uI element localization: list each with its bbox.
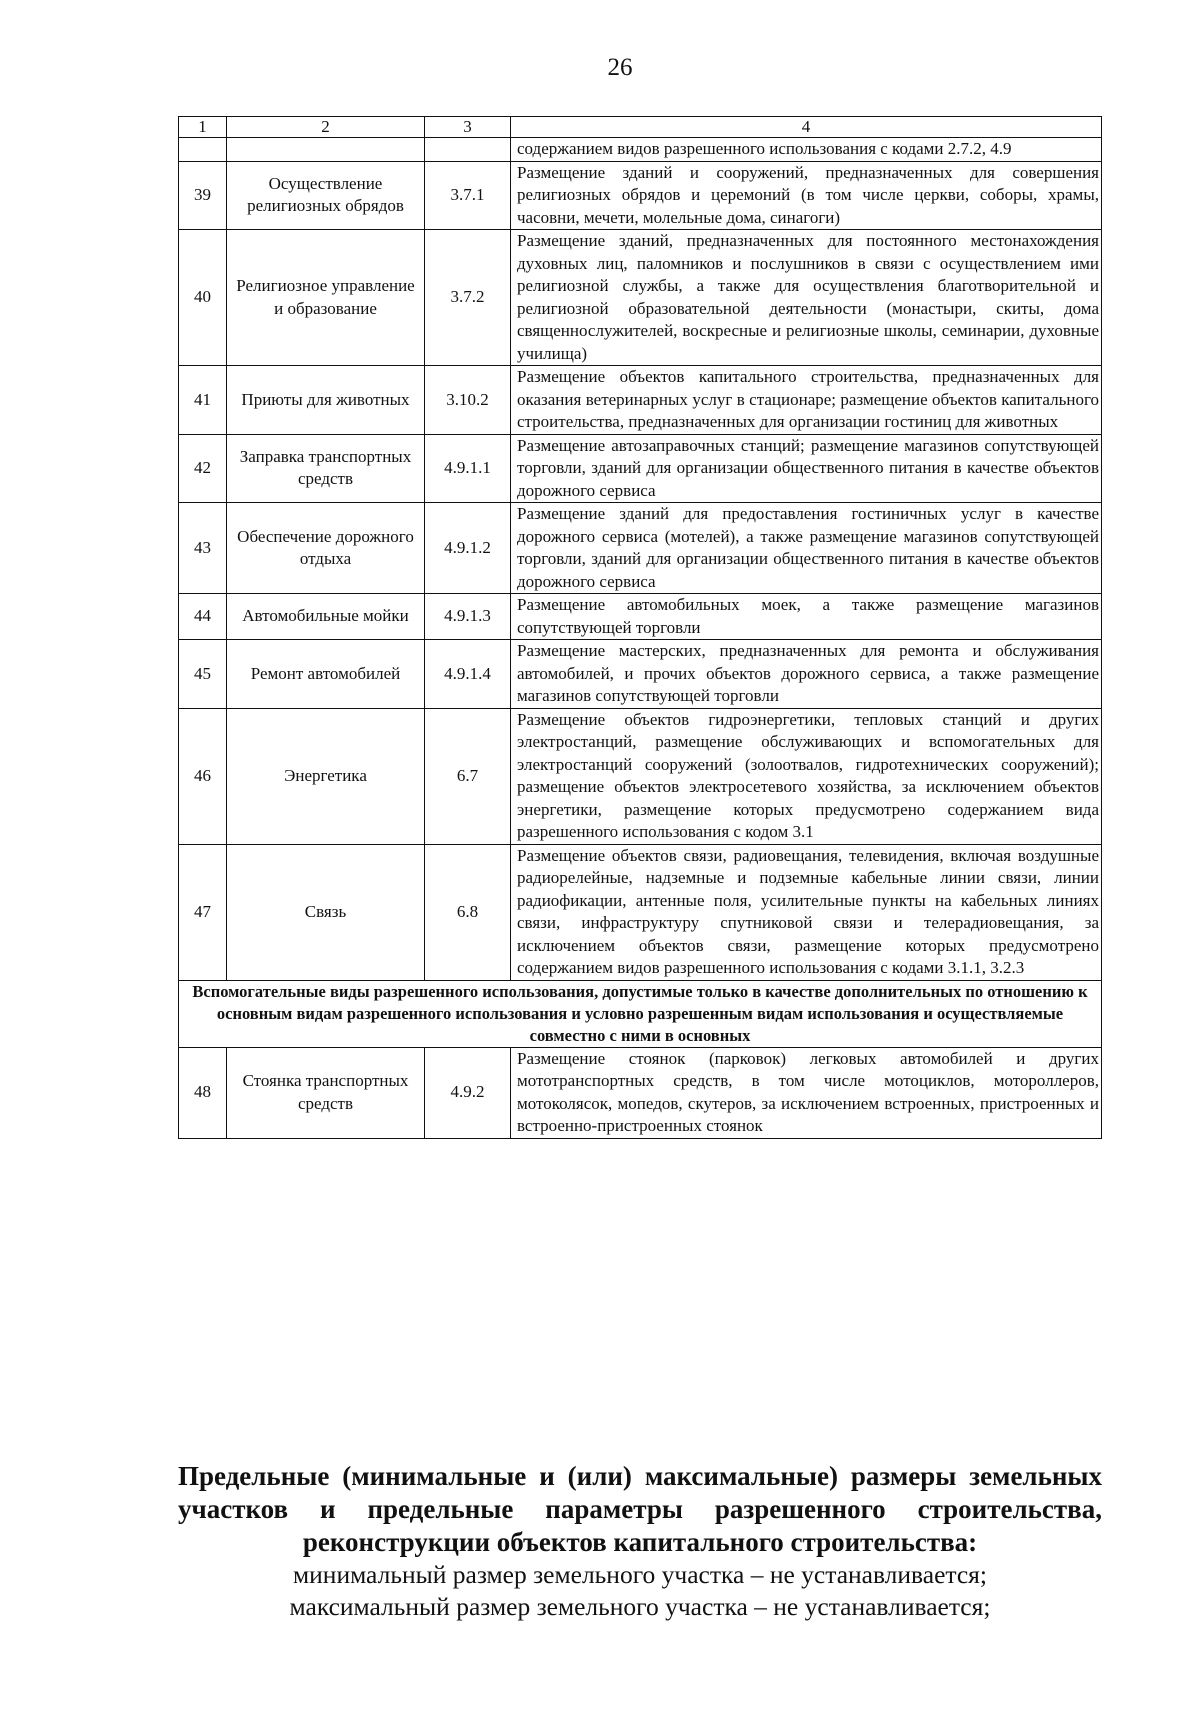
column-header: 2	[227, 117, 425, 138]
table-row	[179, 1047, 1102, 1138]
use-code-cell: 3.7.2	[425, 230, 511, 366]
use-name-cell: Стоянка транспортных средств	[227, 1047, 425, 1138]
use-code-cell: 4.9.1.4	[425, 640, 511, 709]
min-size-line: минимальный размер земельного участка – не устанавливается;	[293, 1560, 987, 1589]
use-name-cell: Заправка транспортных средств	[227, 434, 425, 503]
description-cell: Размещение автомобильных моек, а также размещение магазинов сопутствующей торговли	[511, 594, 1102, 640]
use-code-cell: 6.8	[425, 844, 511, 980]
table-body-auxiliary	[179, 1047, 1102, 1138]
description-cell: Размещение автозаправочных станций; размещение магазинов сопутствующей торговли, зданий для организации общественного питания в качестве объектов дорожного сервиса	[511, 434, 1102, 503]
table-row-continuation	[179, 138, 1102, 162]
row-number-cell: 47	[179, 844, 227, 980]
table-header-row	[179, 117, 1102, 138]
use-name-cell: Осуществление религиозных обрядов	[227, 161, 425, 230]
description-cell: Размещение мастерских, предназначенных для ремонта и обслуживания автомобилей, и прочих объектов дорожного сервиса, а также размещение магазинов сопутствующей торговли	[511, 640, 1102, 709]
row-number-cell: 40	[179, 230, 227, 366]
use-code-cell: 4.9.1.1	[425, 434, 511, 503]
table-row	[179, 594, 1102, 640]
max-size-line: максимальный размер земельного участка – не устанавливается;	[289, 1592, 991, 1621]
description-cell: Размещение стоянок (парковок) легковых автомобилей и других мототранспортных средств, в том числе мотоциклов, мотороллеров, мотоколясок, мопедов, скутеров, за исключением встроенных, пристроенных и встроенно-пристроенных стоянок	[511, 1047, 1102, 1138]
use-code-cell: 4.9.1.3	[425, 594, 511, 640]
table-row	[179, 161, 1102, 230]
use-name-cell: Автомобильные мойки	[227, 594, 425, 640]
use-code-cell: 4.9.2	[425, 1047, 511, 1138]
description-cell: содержанием видов разрешенного использования с кодами 2.7.2, 4.9	[511, 138, 1102, 162]
use-name-cell: Связь	[227, 844, 425, 980]
column-header: 1	[179, 117, 227, 138]
section-heading-row	[179, 980, 1102, 1047]
row-number-cell: 42	[179, 434, 227, 503]
use-code-cell: 3.10.2	[425, 366, 511, 435]
table-row	[179, 434, 1102, 503]
section-heading: Вспомогательные виды разрешенного использования, допустимые только в качестве дополнительных по отношению к основным видам разрешенного использования и условно разрешенным видам использования и осуществляемые совместно с ними в основных	[179, 980, 1102, 1047]
use-code-cell: 6.7	[425, 708, 511, 844]
column-header: 4	[511, 117, 1102, 138]
table-row	[179, 640, 1102, 709]
table-row	[179, 844, 1102, 980]
table-row	[179, 503, 1102, 594]
row-number-cell: 48	[179, 1047, 227, 1138]
row-number-cell: 39	[179, 161, 227, 230]
row-number-cell: 45	[179, 640, 227, 709]
description-cell: Размещение объектов капитального строительства, предназначенных для оказания ветеринарных услуг в стационаре; размещение объектов капитального строительства, предназначенных для организации гостиниц для животных	[511, 366, 1102, 435]
use-name-cell: Религиозное управление и образование	[227, 230, 425, 366]
use-name-cell: Ремонт автомобилей	[227, 640, 425, 709]
use-name-cell: Энергетика	[227, 708, 425, 844]
table-row	[179, 366, 1102, 435]
use-code-cell: 4.9.1.2	[425, 503, 511, 594]
column-header: 3	[425, 117, 511, 138]
row-number-cell: 44	[179, 594, 227, 640]
parameters-heading: Предельные (минимальные и (или) максимальные) размеры земельных участков и предельные параметры разрешенного строительства, реконструкции объектов капитального строительства:	[178, 1461, 1102, 1557]
table-row	[179, 708, 1102, 844]
description-cell: Размещение зданий и сооружений, предназначенных для совершения религиозных обрядов и церемоний (в том числе церкви, соборы, храмы, часовни, мечети, молельные дома, синагоги)	[511, 161, 1102, 230]
use-code-cell: 3.7.1	[425, 161, 511, 230]
use-name-cell: Приюты для животных	[227, 366, 425, 435]
page-number: 26	[607, 54, 633, 81]
description-cell: Размещение объектов гидроэнергетики, тепловых станций и других электростанций, размещение обслуживающих и вспомогательных для электростанций сооружений (золоотвалов, гидротехнических сооружений); размещение объектов электросетевого хозяйства, за исключением объектов энергетики, размещение которых предусмотрено содержанием вида разрешенного использования с кодом 3.1	[511, 708, 1102, 844]
row-number-cell: 41	[179, 366, 227, 435]
description-cell: Размещение объектов связи, радиовещания, телевидения, включая воздушные радиорелейные, надземные и подземные кабельные линии связи, линии радиофикации, антенные поля, усилительные пункты на кабельных линиях связи, инфраструктуру спутниковой связи и телерадиовещания, за исключением объектов связи, размещение которых предусмотрено содержанием видов разрешенного использования с кодами 3.1.1, 3.2.3	[511, 844, 1102, 980]
table-row	[179, 230, 1102, 366]
parameters-section	[178, 1460, 1102, 1623]
use-name-cell: Обеспечение дорожного отдыха	[227, 503, 425, 594]
row-number-cell: 43	[179, 503, 227, 594]
table-body-main	[179, 161, 1102, 980]
description-cell: Размещение зданий, предназначенных для постоянного местонахождения духовных лиц, паломников и послушников в связи с осуществлением ими религиозной службы, а также для осуществления благотворительной и религиозной образовательной деятельности (монастыри, скиты, дома священнослужителей, воскресные и религиозные школы, семинарии, духовные училища)	[511, 230, 1102, 366]
description-cell: Размещение зданий для предоставления гостиничных услуг в качестве дорожного сервиса (мотелей), а также размещение магазинов сопутствующей торговли, зданий для организации общественного питания в качестве объектов дорожного сервиса	[511, 503, 1102, 594]
row-number-cell: 46	[179, 708, 227, 844]
land-use-table	[178, 116, 1102, 1139]
